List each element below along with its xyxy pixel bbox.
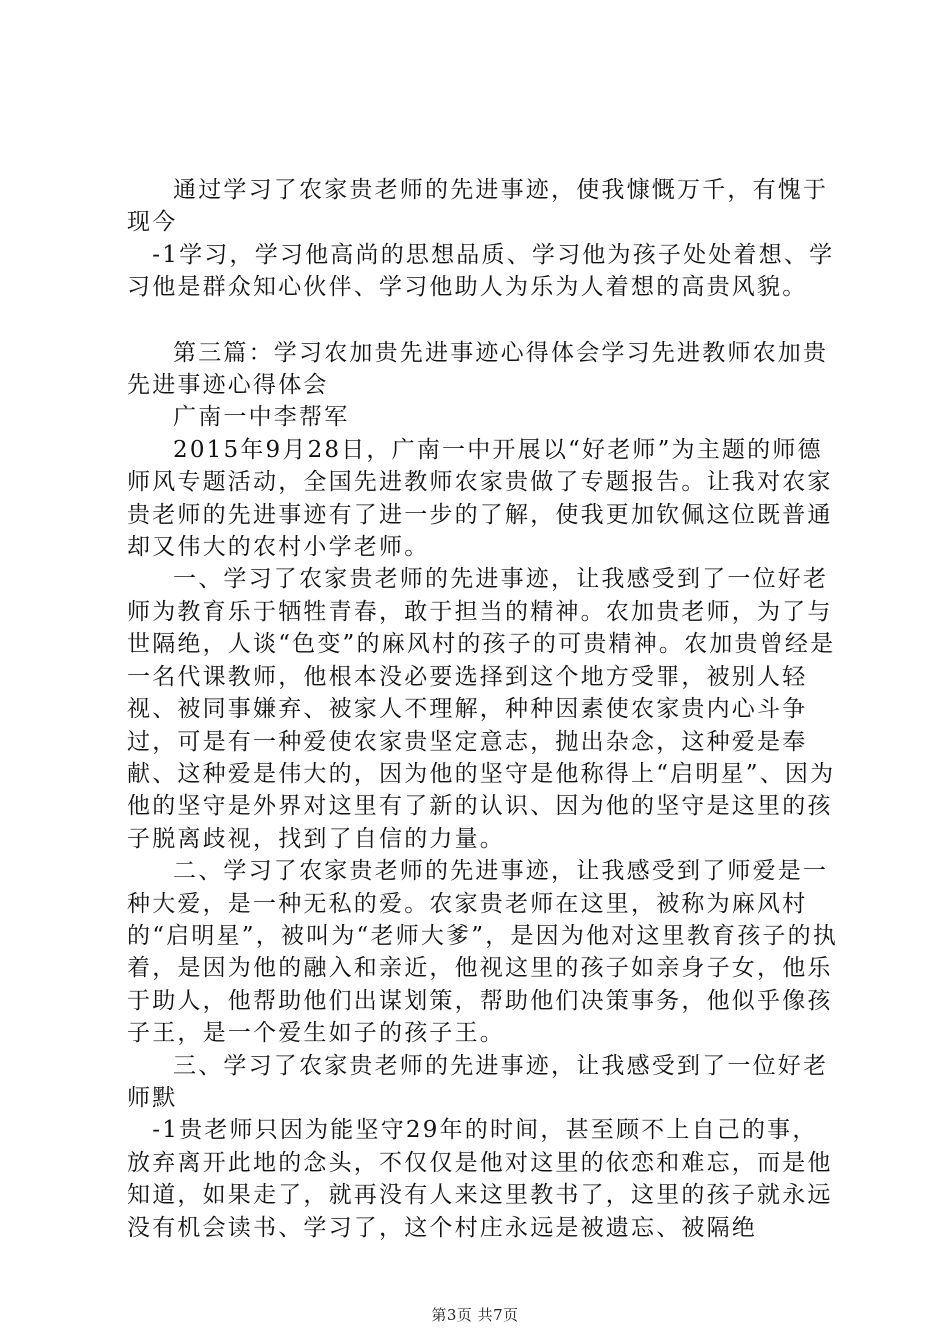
paragraph: 二、学习了农家贵老师的先进事迹，让我感受到了师爱是一种大爱，是一种无私的爱。农家贵老师在这里，被称为麻风村的“启明星”，被叫为“老师大爹”，是因为他对这里教育孩子的执着，是因为他的融入和亲近，他视这里的孩子如亲身子女，他乐于助人，他帮助他们出谋划策，帮助他们决策事务，他似乎像孩子王，是一个爱生如子的孩子王。 xyxy=(127,858,839,1047)
byline: 广南一中李帮军 xyxy=(173,404,350,431)
section-title: 第三篇：学习农加贵先进事迹心得体会学习先进教师农加贵先进事迹心得体会 xyxy=(127,339,829,399)
paragraph: -1贵老师只因为能坚守29年的时间，甚至顾不上自己的事，放弃离开此地的念头，不仅仅是他对这里的依恋和难忘，而是他知道，如果走了，就再没有人来这里教书了，这里的孩子就永远没有机会读书、学习了，这个村庄永远是被遗忘、被隔绝 xyxy=(127,1117,833,1241)
paragraph: -1学习，学习他高尚的思想品质、学习他为孩子处处着想、学习他是群众知心伙伴、学习他助人为乐为人着想的高贵风貌。 xyxy=(127,241,835,301)
paragraph: 三、学习了农家贵老师的先进事迹，让我感受到了一位好老师默 xyxy=(127,1052,829,1111)
page-footer: 第3页 共7页 xyxy=(431,1306,519,1324)
paragraph-gap xyxy=(127,304,839,337)
paragraph: 2015年9月28日，广南一中开展以“好老师”为主题的师德师风专题活动，全国先进教师农家贵做了专题报告。让我对农家贵老师的先进事迹有了进一步的了解，使我更加钦佩这位既普通却又伟大的农村小学老师。 xyxy=(127,436,833,561)
document-body xyxy=(127,174,839,1244)
paragraph: 一、学习了农家贵老师的先进事迹，让我感受到了一位好老师为教育乐于牺牲青春，敢于担当的精神。农加贵老师，为了与世隔绝，人谈“色变”的麻风村的孩子的可贵精神。农加贵曾经是一名代课教师，他根本没必要选择到这个地方受罪，被别人轻视、被同事嫌弃、被家人不理解，种种因素使农家贵内心斗争过，可是有一种爱使农家贵坚定意志，抛出杂念，这种爱是奉献、这种爱是伟大的，因为他的坚守是他称得上“启明星”、因为他的坚守是外界对这里有了新的认识、因为他的坚守是这里的孩子脱离歧视，找到了自信的力量。 xyxy=(127,566,836,852)
paragraph: 通过学习了农家贵老师的先进事迹，使我慷慨万千，有愧于现今 xyxy=(127,177,829,236)
